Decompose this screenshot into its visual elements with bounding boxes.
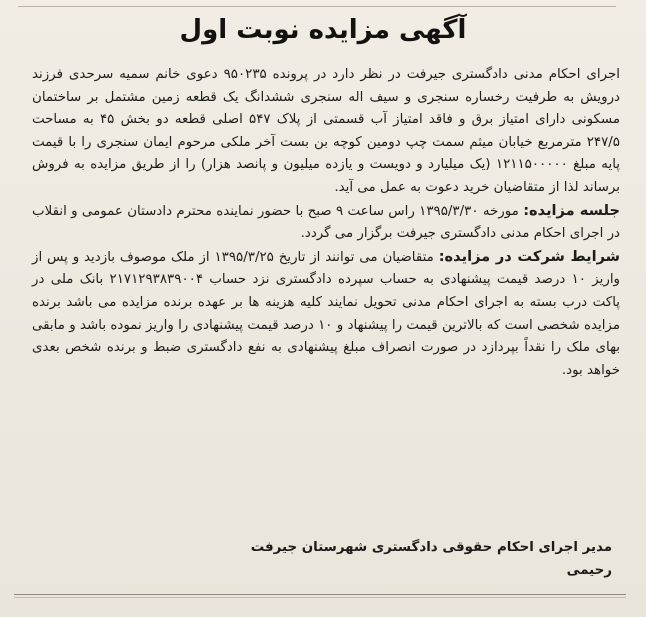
conditions-heading: شرایط شرکت در مزایده: (438, 247, 621, 265)
signature-title: مدیر اجرای احکام حقوقی دادگستری شهرستان جیرفت (250, 540, 612, 555)
signature-block (32, 536, 612, 582)
session-paragraph (32, 200, 620, 246)
session-text: مورخه ۱۳۹۵/۳/۳۰ راس ساعت ۹ صبح با حضور نماینده محترم دادستان عمومی و انقلاب در اجرای احکام مدنی دادگستری جیرفت برگزار می گردد. (32, 203, 620, 242)
notice-title: آگهی مزایده نوبت اول (179, 15, 467, 45)
intro-paragraph: اجرای احکام مدنی دادگستری جیرفت در نظر دارد در پرونده ۹۵۰۲۳۵ دعوی خانم سمیه سرحدی فرزند درویش به طرفیت رخساره سنجری و سیف اله سنجری ششدانگ یک قطعه زمین مشتمل بر ساختمان مسکونی دارای امتیاز برق و فاقد امتیاز آب قسمتی از پلاک ۵۴۷ اصلی قطعه دو بخش ۴۵ به مساحت ۲۴۷/۵ مترمربع خیابان میثم سمت چپ دومین کوچه بن بست آخر ملکی مرحوم ایمان سنجری را با قیمت پایه مبلغ ۱۲۱۱۵۰۰۰۰۰ (یک میلیارد و دویست و یازده میلیون و پانصد هزار) را از طریق مزایده به فروش برساند لذا از متقاضیان خرید دعوت به عمل می آید. (32, 67, 621, 195)
conditions-paragraph (32, 246, 620, 383)
session-heading: جلسه مزایده: (523, 201, 620, 219)
conditions-text: متقاضیان می توانند از تاریخ ۱۳۹۵/۳/۲۵ از ملک موصوف بازدید و پس از واریز ۱۰ درصد قیمت پیشنهادی به حساب سپرده دادگستری نزد حساب ۲۱۷۱۲۹۳۸۳۹۰۰۴ بانک ملی در پاکت درب بسته به اجرای احکام مدنی تحویل نمایند کلیه هزینه ها بر عهده برنده مزایده می باشد برنده مزایده شخصی است که بالاترین قیمت را پیشنهاد و ۱۰ درصد قیمت پیشنهادی را واریز نموده باشد و مابقی بهای ملک را نقداً بپردازد در صورت انصراف مبلغ پیشنهادی به نفع دادگستری ضبط و برنده شخص بعدی خواهد بود. (32, 249, 621, 378)
signature-name: رحیمی (566, 563, 612, 578)
top-rule (18, 6, 616, 7)
notice-body (32, 64, 620, 382)
bottom-rule-secondary (14, 597, 626, 598)
bottom-rule (14, 594, 626, 595)
